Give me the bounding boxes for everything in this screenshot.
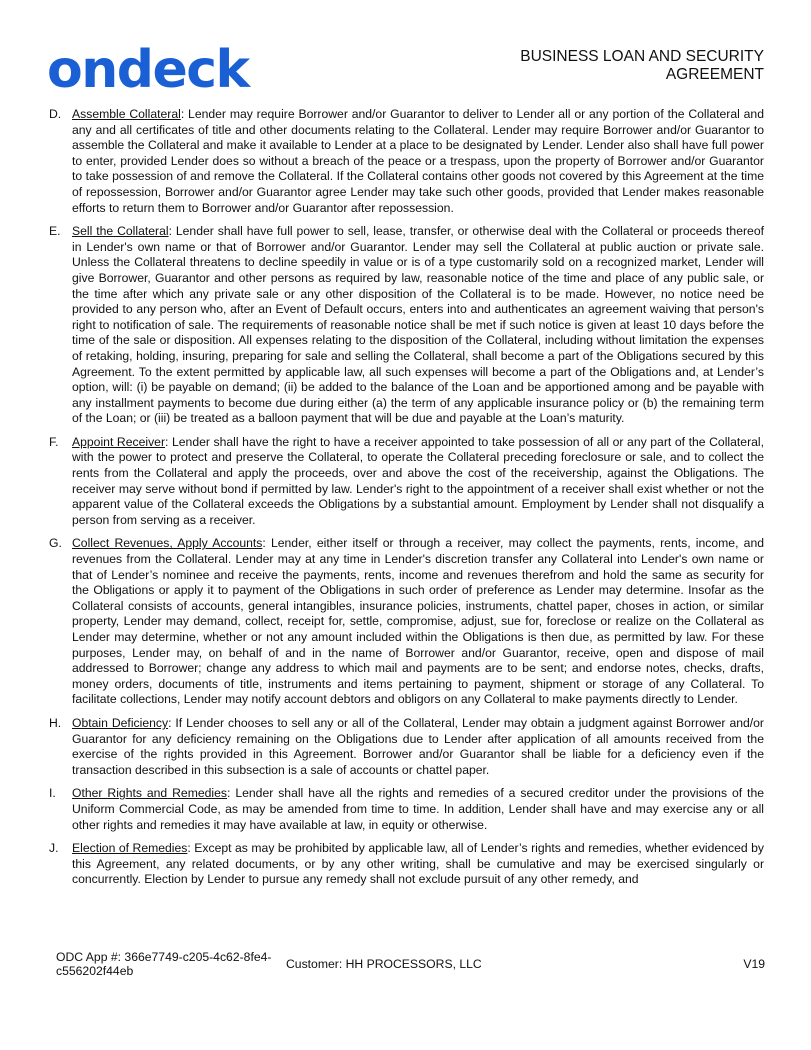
section-heading: Other Rights and Remedies	[72, 786, 228, 801]
section-body: : If Lender chooses to sell any or all of the Collateral, Lender may obtain a judgment against Borrower and/or Guarantor for any deficiency remaining on the Obligations due to Lender after application of all amounts received from the exercise of the rights provided in this Agreement. Borrower and/or Guarantor shall be liable for a deficiency even if the transaction described in this subsection is a sale of accounts or chattel paper.	[72, 715, 764, 777]
section-heading: Collect Revenues, Apply Accounts	[72, 536, 263, 551]
document-title-line-1: BUSINESS LOAN AND SECURITY	[520, 48, 764, 65]
section-sell-the-collateral	[49, 224, 764, 427]
section-body: : Lender shall have all the rights and remedies of a secured creditor under the provisions of the Uniform Commercial Code, as may be amended from time to time. In addition, Lender shall have and may exercise any or all other rights and remedies it may have available at law, in equity or otherwise.	[72, 786, 764, 832]
document-title	[520, 48, 764, 84]
footer-customer: Customer: HH PROCESSORS, LLC	[286, 957, 482, 971]
section-assemble-collateral	[49, 107, 764, 216]
document-title-line-2: AGREEMENT	[665, 66, 764, 83]
section-body: : Lender shall have full power to sell, lease, transfer, or otherwise deal with the Collateral or proceeds thereof in Lender's own name or that of Borrower and/or Guarantor. Lender may sell the Collateral at public auction or private sale. Unless the Collateral threatens to decline speedily in value or is of a type customarily sold on a recognized market, Lender will give Borrower, Guarantor and other persons as required by law, reasonable notice of the time and place of any public sale, or the time after which any private sale or any other disposition of the Collateral is to be made. However, no notice need be provided to any person who, after an Event of Default occurs, enters into and authenticates an agreement waiving that person's right to notification of sale. The requirements of reasonable notice shall be met if such notice is given at least 10 days before the time of the sale or disposition. All expenses relating to the disposition of the Collateral, including without limitation the expenses of retaking, holding, insuring, preparing for sale and selling the Collateral, shall become a part of the Obligations secured by this Agreement. To the extent permitted by applicable law, all such expenses will become a part of the Obligations and, at Lender’s option, will: (i) be payable on demand; (ii) be added to the balance of the Loan and be apportioned among and be payable with any installment payments to become due during either (a) the term of any applicable insurance policy or (b) the remaining term of the Loan; or (iii) be treated as a balloon payment that will be due and payable at the Loan’s maturity.	[72, 224, 764, 426]
section-collect-revenues	[49, 536, 764, 708]
section-election-of-remedies	[49, 841, 764, 888]
section-obtain-deficiency	[49, 716, 764, 778]
section-letter: F.	[49, 434, 59, 449]
section-heading: Election of Remedies	[72, 841, 188, 856]
section-heading: Obtain Deficiency	[72, 715, 169, 730]
section-letter: E.	[49, 224, 61, 239]
footer-app-line-2: c556202f44eb	[56, 964, 134, 978]
section-body: : Lender, either itself or through a receiver, may collect the payments, rents, income, and revenues from the Collateral. Lender may at any time in Lender's discretion transfer any Collateral into Lender's own name or that of Lender’s nominee and receive the payments, rents, income and revenues therefrom and hold the same as security for the Obligations or apply it to payment of the Obligations in such order of preference as Lender may determine. Insofar as the Collateral consists of accounts, general intangibles, insurance policies, instruments, chattel paper, choses in action, or similar property, Lender may demand, collect, receipt for, settle, compromise, adjust, sue for, foreclose or realize on the Collateral as Lender may determine, whether or not any amount included within the Obligations is then due, as permitted by law. For these purposes, Lender may, on behalf of and in the name of Borrower and/or Guarantor, receive, open and dispose of mail addressed to Borrower; change any address to which mail and payments are to be sent; and endorse notes, checks, drafts, money orders, documents of title, instruments and items pertaining to payment, shipment or storage of any Collateral. To facilitate collections, Lender may notify account debtors and obligors on any Collateral to make payments directly to Lender.	[72, 536, 764, 707]
remedies-section-list	[49, 107, 764, 896]
section-letter: I.	[49, 786, 56, 801]
section-appoint-receiver	[49, 435, 764, 529]
ondeck-logo: ondeck	[47, 40, 249, 100]
footer-version: V19	[743, 957, 765, 971]
section-heading: Assemble Collateral	[72, 107, 181, 121]
footer-app-line-1: ODC App #: 366e7749-c205-4c62-8fe4-	[56, 950, 272, 964]
section-letter: D.	[49, 107, 62, 121]
section-body: : Lender may require Borrower and/or Guarantor to deliver to Lender all or any portion of the Collateral and any and all certificates of title and other documents relating to the Collateral. Lender may require Borrower and/or Guarantor to assemble the Collateral and make it available to Lender at a place to be designated by Lender. Lender also shall have full power to enter, provided Lender does so without a breach of the peace or a trespass, upon the property of Borrower and/or Guarantor to take possession of and remove the Collateral. If the Collateral contains other goods not covered by this Agreement at the time of repossession, Borrower and/or Guarantor agree Lender may take such other goods, provided that Lender makes reasonable efforts to return them to Borrower and/or Guarantor after repossession.	[72, 107, 764, 215]
section-other-rights-and-remedies	[49, 786, 764, 833]
section-body: : Except as may be prohibited by applicable law, all of Lender’s rights and remedies, whether evidenced by this Agreement, any related documents, or by any other writing, shall be cumulative and may be exercised singularly or concurrently. Election by Lender to pursue any remedy shall not exclude pursuit of any other remedy, and	[72, 841, 764, 887]
section-letter: H.	[49, 715, 62, 730]
section-letter: G.	[49, 536, 62, 551]
section-letter: J.	[49, 841, 59, 856]
section-heading: Sell the Collateral	[72, 224, 169, 239]
section-body: : Lender shall have the right to have a receiver appointed to take possession of all or any part of the Collateral, with the power to protect and preserve the Collateral, to operate the Collateral preceding foreclosure or sale, and to collect the rents from the Collateral and apply the proceeds, over and above the cost of the receivership, against the Obligations. The receiver may serve without bond if permitted by law. Lender's right to the appointment of a receiver shall exist whether or not the apparent value of the Collateral exceeds the Obligations by a substantial amount. Employment by Lender shall not disqualify a person from serving as a receiver.	[72, 434, 764, 527]
section-heading: Appoint Receiver	[72, 434, 166, 449]
footer-app-number	[56, 950, 286, 978]
